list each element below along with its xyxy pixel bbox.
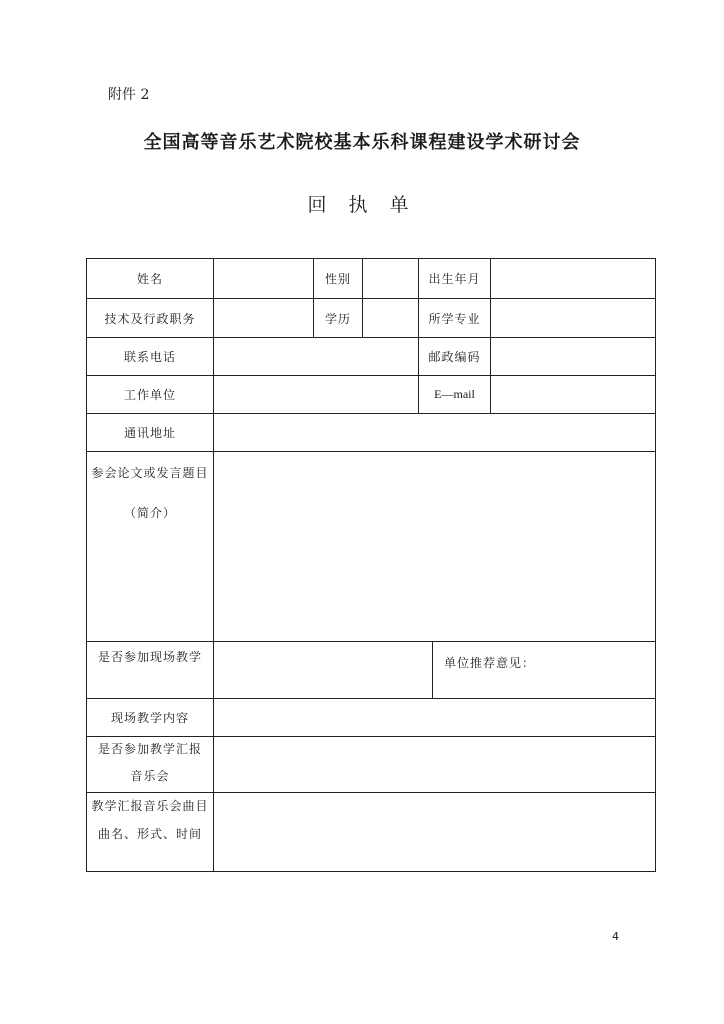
paper-label-cell bbox=[87, 452, 213, 641]
employer-field[interactable] bbox=[214, 376, 418, 413]
phone-field[interactable] bbox=[214, 338, 418, 375]
employer-label: 工作单位 bbox=[123, 388, 176, 402]
education-label: 学历 bbox=[324, 311, 351, 326]
phone-label: 联系电话 bbox=[123, 350, 176, 364]
title-position-label: 技术及行政职务 bbox=[104, 311, 196, 326]
table-border-right bbox=[655, 258, 656, 872]
address-field[interactable] bbox=[214, 414, 655, 451]
email-field[interactable] bbox=[491, 376, 655, 413]
program-label-line2: 曲名、形式、时间 bbox=[97, 827, 202, 841]
name-field[interactable] bbox=[214, 259, 313, 298]
onsite-teaching-field[interactable] bbox=[214, 642, 432, 698]
unit-recommendation-label: 单位推荐意见： bbox=[444, 656, 536, 670]
concert-label-line2: 音乐会 bbox=[130, 769, 170, 783]
paper-field[interactable] bbox=[214, 452, 655, 641]
program-label-cell bbox=[87, 793, 213, 871]
page-number: 4 bbox=[612, 930, 619, 943]
name-label: 姓名 bbox=[136, 272, 163, 286]
concert-field[interactable] bbox=[214, 737, 655, 792]
birth-field[interactable] bbox=[491, 259, 655, 298]
onsite-content-label: 现场教学内容 bbox=[110, 711, 189, 725]
title-position-field[interactable] bbox=[214, 299, 313, 337]
email-label: E—mail bbox=[434, 387, 475, 401]
address-label: 通讯地址 bbox=[123, 426, 176, 440]
program-field[interactable] bbox=[214, 793, 655, 871]
onsite-teaching-label: 是否参加现场教学 bbox=[97, 650, 202, 664]
birth-label: 出生年月 bbox=[428, 272, 481, 286]
onsite-teaching-label-cell bbox=[87, 642, 213, 698]
gender-label: 性别 bbox=[324, 272, 351, 286]
postcode-field[interactable] bbox=[491, 338, 655, 375]
onsite-content-field[interactable] bbox=[214, 699, 655, 736]
document-subtitle: 回 执 单 bbox=[307, 194, 417, 216]
education-field[interactable] bbox=[363, 299, 418, 337]
table-border-bottom bbox=[86, 871, 656, 872]
document-title: 全国高等音乐艺术院校基本乐科课程建设学术研讨会 bbox=[143, 132, 581, 153]
concert-label-cell bbox=[87, 737, 213, 792]
gender-field[interactable] bbox=[363, 259, 418, 298]
concert-label-line1: 是否参加教学汇报 bbox=[97, 742, 202, 756]
attachment-label: 附件 2 bbox=[108, 87, 150, 103]
paper-title-label: 参会论文或发言题目 bbox=[91, 466, 209, 480]
major-label: 所学专业 bbox=[428, 311, 481, 326]
program-label-line1: 教学汇报音乐会曲目 bbox=[91, 799, 209, 813]
major-field[interactable] bbox=[491, 299, 655, 337]
postcode-label: 邮政编码 bbox=[428, 350, 481, 364]
paper-intro-label: （简介） bbox=[123, 506, 176, 520]
unit-recommendation-cell[interactable] bbox=[433, 642, 655, 698]
